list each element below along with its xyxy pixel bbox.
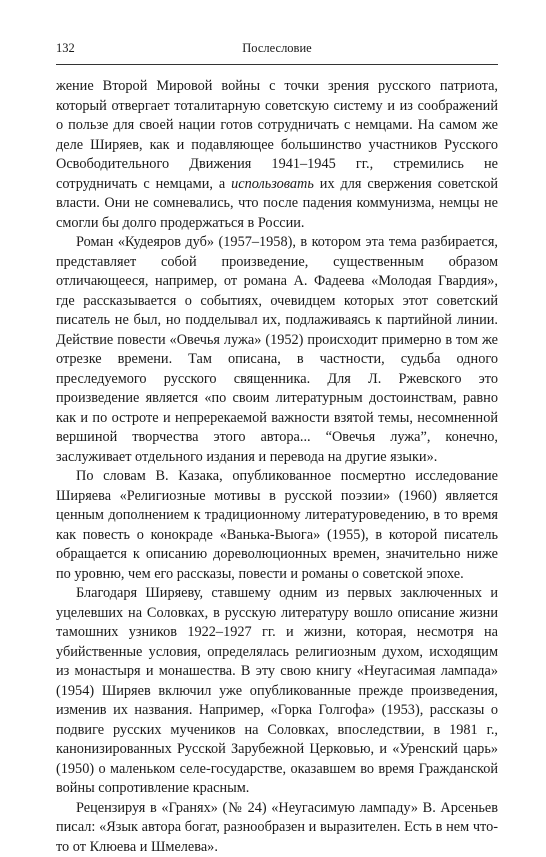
emphasis-text: использовать [231, 176, 314, 192]
paragraph-1 [56, 77, 498, 233]
paragraph-5 [56, 799, 498, 857]
paragraph-3 [56, 467, 498, 584]
page-number: 132 [56, 38, 75, 58]
running-title: Послесловие [56, 38, 498, 58]
header-rule [56, 64, 498, 65]
paragraph-text: Рецензируя в «Гранях» (№ 24) «Неугасимую лампаду» В. Арсеньев писал: «Язык автора богат, разнообразен и выразителен. Есть в нем что-то от Клюева и Шмелева». [56, 800, 498, 855]
paragraph-text: По словам В. Казака, опубликованное посмертно исследование Ширяева «Религиозные мотивы в русской поэзии» (1960) является ценным дополнением к традиционному литературоведению, в то время как повесть о конокраде «Ванька-Выога» (1955), в которой писатель обращается к описанию дореволюционных времен, значительно ниже по уровню, чем его рассказы, повести и романы о советской эпохе. [56, 468, 498, 582]
paragraph-4 [56, 584, 498, 799]
paragraph-text: их для свержения советской власти. Они не сомневались, что после падения коммунизма, немцы не смогли бы долго продержаться в России. [56, 176, 498, 231]
page-header [56, 38, 498, 58]
paragraph-text: Роман «Кудеяров дуб» (1957–1958), в котором эта тема разбирается, представляет собой произведение, существенным образом отличающееся, например, от романа А. Фадеева «Молодая Гвардия», где рассказывается о событиях, очевидцем которых этот советский писатель не был, но подделывал их, подлаживаясь к партийной линии. Действие повести «Овечья лужа» (1952) происходит примерно в том же отрезке времени. Там описана, в частности, судьба одного преследуемого русского священника. Для Л. Ржевского это произведение является «по своим литературным достоинствам, равно как и по остроте и непререкаемой важности взятой темы, несомненной вершиной творчества этого автора... “Овечья лужа”, конечно, заслуживает отдельного издания и перевода на другие языки». [56, 234, 498, 465]
paragraph-2 [56, 233, 498, 467]
body-text [56, 77, 498, 857]
paragraph-text: Благодаря Ширяеву, ставшему одним из первых заключенных и уцелевших на Соловках, в русскую литературу вошло описание жизни тамошних узников 1922–1927 гг. и жизни, которая, несмотря на убийственные условия, определялась религиозным духом, исходящим из монастыря и монашества. В эту свою книгу «Неугасимая лампада» (1954) Ширяев включил уже опубликованные прежде произведения, изменив их названия. Например, «Горка Голгофа» (1953), рассказы о подвиге русских мучеников на Соловках, впоследствии, в 1981 г., канонизированных Русской Зарубежной Церковью, и «Уренский царь» (1950) о маленьком селе-государстве, оказавшем во время Гражданской войны сопротивление красным. [56, 585, 498, 796]
paragraph-text: жение Второй Мировой войны с точки зрения русского патриота, который отвергает тоталитарную советскую систему и из соображений о пользе для своей нации готов сотрудничать с немцами. На самом же деле Ширяев, как и подавляющее большинство участников Русского Освободительного Движения 1941–1945 гг., стремились не сотрудничать с немцами, а [56, 78, 498, 192]
